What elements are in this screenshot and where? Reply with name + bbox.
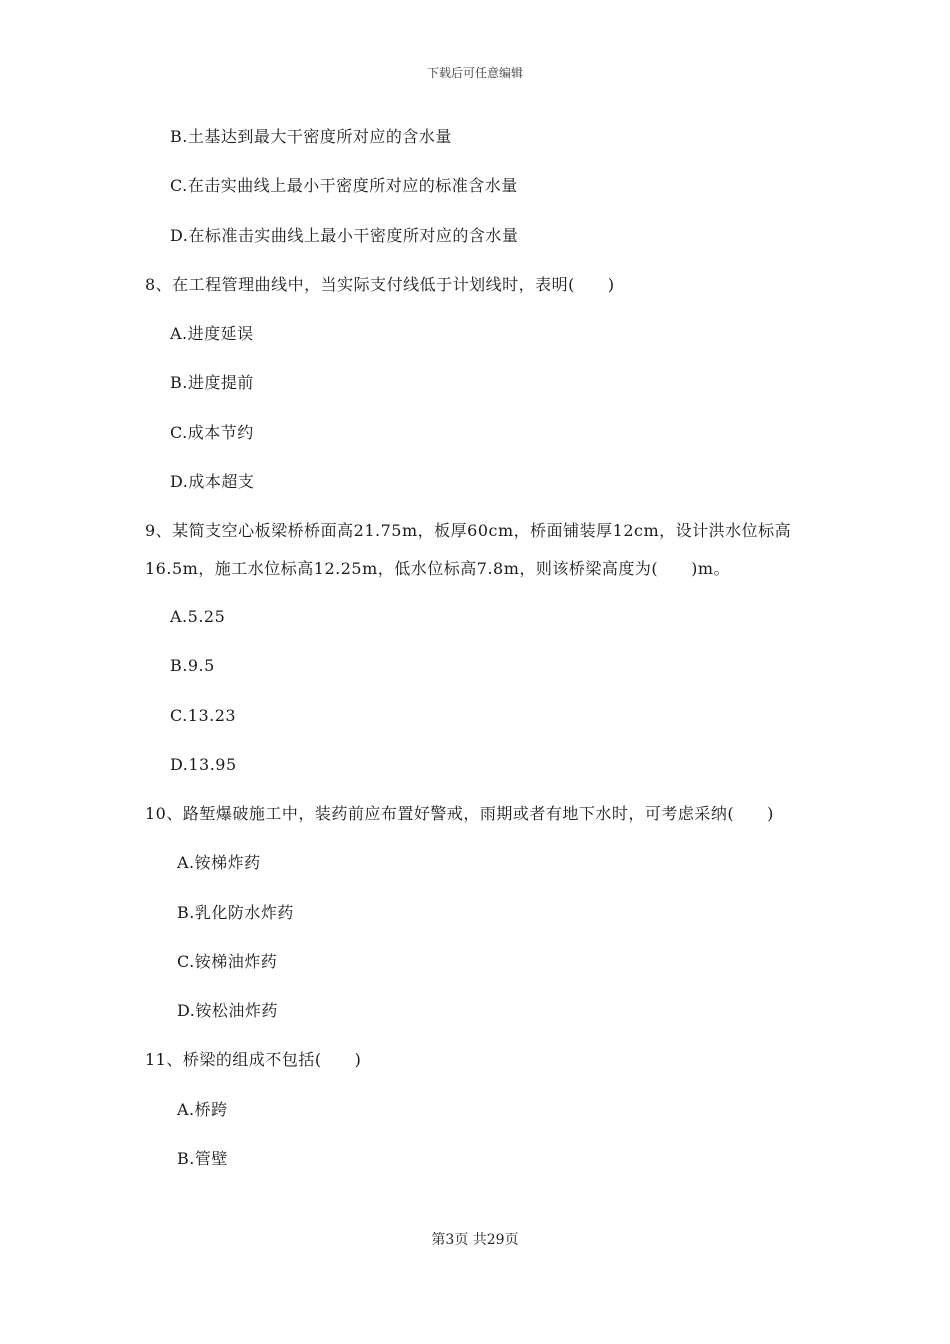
option-line: C.13.23 [170,706,237,725]
option-line: D.在标准击实曲线上最小干密度所对应的含水量 [170,226,519,245]
question-line: 11、桥梁的组成不包括( ) [145,1050,362,1069]
option-line: D.13.95 [170,755,237,774]
question-line: 16.5m，施工水位标高12.25m，低水位标高7.8m，则该桥梁高度为( )m。 [145,559,731,578]
option-line: C.铵梯油炸药 [177,952,278,971]
option-line: A.5.25 [170,607,226,626]
option-line: B.9.5 [170,656,215,675]
option-line: A.铵梯炸药 [177,853,261,872]
option-line: C.在击实曲线上最小干密度所对应的标准含水量 [170,176,518,195]
option-line: C.成本节约 [170,423,254,442]
option-line: D.铵松油炸药 [177,1001,278,1020]
question-line: 9、某简支空心板梁桥桥面高21.75m，板厚60cm，桥面铺装厚12cm，设计洪水位标高 [145,521,792,540]
page-footer: 第3页 共29页 [431,1232,519,1248]
option-line: B.乳化防水炸药 [177,903,294,922]
question-line: 10、路堑爆破施工中，装药前应布置好警戒，雨期或者有地下水时，可考虑采纳( ) [145,804,774,823]
option-line: A.桥跨 [177,1100,228,1119]
option-line: D.成本超支 [170,472,255,491]
option-line: B.管壁 [177,1149,228,1168]
option-line: B.土基达到最大干密度所对应的含水量 [170,127,452,146]
question-line: 8、在工程管理曲线中，当实际支付线低于计划线时，表明( ) [145,275,615,294]
option-line: B.进度提前 [170,373,254,392]
option-line: A.进度延误 [170,324,254,343]
page-header: 下载后可任意编辑 [426,66,523,80]
